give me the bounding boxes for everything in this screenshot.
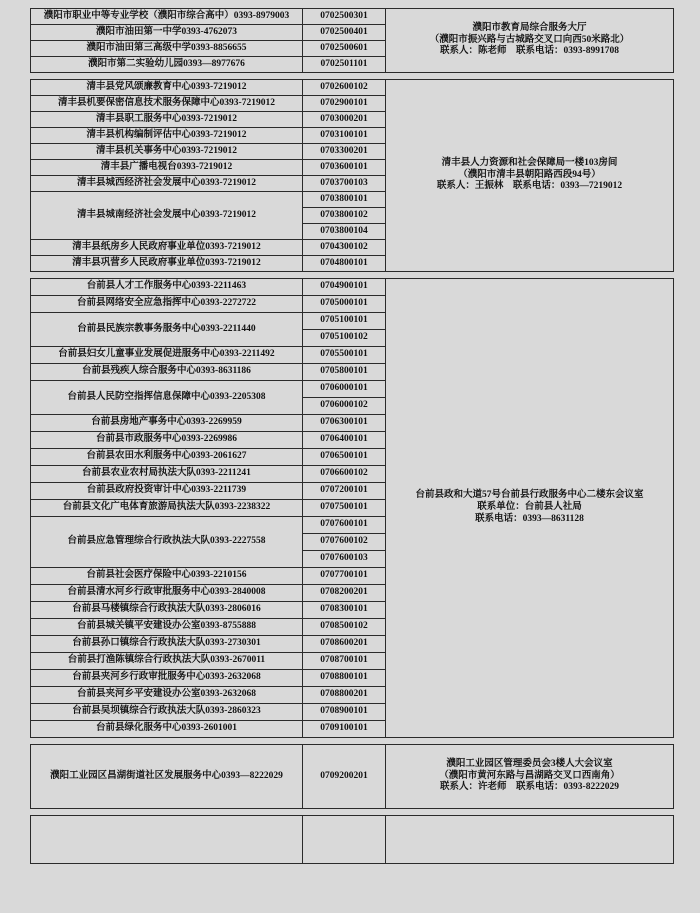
venue-group-table-4 — [30, 744, 674, 809]
org-code-cell: 0703300201 — [303, 144, 386, 160]
org-code-cell: 0709200201 — [303, 745, 386, 809]
org-code-cell: 0708500102 — [303, 619, 386, 636]
org-name-cell: 台前县市政服务中心0393-2269986 — [31, 432, 303, 449]
org-name-cell: 台前县房地产事务中心0393-2269959 — [31, 415, 303, 432]
org-code-cell: 0707500101 — [303, 500, 386, 517]
org-code-cell: 0708200201 — [303, 585, 386, 602]
service-location-line: 联系人：王振林 联系电话：0393—7219012 — [436, 181, 623, 192]
org-code-cell: 0704300102 — [303, 240, 386, 256]
org-code-cell: 0708900101 — [303, 704, 386, 721]
org-name-cell: 台前县人才工作服务中心0393-2211463 — [31, 279, 303, 296]
service-location-line: 联系单位：台前县人社局 — [477, 502, 582, 513]
org-name-cell: 清丰县党风颂廉教育中心0393-7219012 — [31, 80, 303, 96]
org-name-cell: 濮阳市油田第一中学0393-4762073 — [31, 25, 303, 41]
org-name-cell: 台前县民族宗教事务服务中心0393-2211440 — [31, 313, 303, 347]
org-name-cell: 台前县马楼镇综合行政执法大队0393-2806016 — [31, 602, 303, 619]
org-name-cell: 台前县孙口镇综合行政执法大队0393-2730301 — [31, 636, 303, 653]
org-name-cell: 台前县应急管理综合行政执法大队0393-2227558 — [31, 517, 303, 568]
org-name-cell: 濮阳市职业中等专业学校（濮阳市综合高中）0393-8979003 — [31, 9, 303, 25]
org-code-cell: 0705100102 — [303, 330, 386, 347]
org-name-cell: 清丰县城西经济社会发展中心0393-7219012 — [31, 176, 303, 192]
org-name-cell: 濮阳工业园区昌湖街道社区发展服务中心0393—8222029 — [31, 745, 303, 809]
org-code-cell: 0702501101 — [303, 57, 386, 73]
venue-group-table-1 — [30, 8, 674, 73]
org-name-cell: 清丰县城南经济社会发展中心0393-7219012 — [31, 192, 303, 240]
org-code-cell: 0702600102 — [303, 80, 386, 96]
org-code-cell: 0705000101 — [303, 296, 386, 313]
org-code-cell: 0706300101 — [303, 415, 386, 432]
org-name-cell: 台前县城关镇平安建设办公室0393-8755888 — [31, 619, 303, 636]
org-code-cell: 0702500401 — [303, 25, 386, 41]
org-code-cell: 0707600102 — [303, 534, 386, 551]
org-code-cell: 0703800102 — [303, 208, 386, 224]
org-code-cell: 0709100101 — [303, 721, 386, 738]
org-code-cell: 0708300101 — [303, 602, 386, 619]
service-location-line: （濮阳市振兴路与古城路交叉口向西50米路北） — [429, 34, 630, 45]
org-code-cell: 0702500301 — [303, 9, 386, 25]
org-code-cell: 0706000101 — [303, 381, 386, 398]
org-code-cell: 0703600101 — [303, 160, 386, 176]
service-location-line: 联系电话：0393—8631128 — [475, 513, 584, 524]
org-code-cell: 0706500101 — [303, 449, 386, 466]
service-location-line: 联系人：许老师 联系电话：0393-8222029 — [440, 782, 619, 793]
org-code-cell: 0705800101 — [303, 364, 386, 381]
service-location-cell — [386, 9, 674, 73]
org-name-cell: 清丰县机要保密信息技术服务保障中心0393-7219012 — [31, 96, 303, 112]
service-location-line: 濮阳市教育局综合服务大厅 — [472, 22, 587, 33]
org-name-cell: 台前县农田水利服务中心0393-2061627 — [31, 449, 303, 466]
org-name-cell: 台前县文化广电体育旅游局执法大队0393-2238322 — [31, 500, 303, 517]
org-code-cell: 0704900101 — [303, 279, 386, 296]
venue-group-table-2 — [30, 79, 674, 272]
org-name-cell: 清丰县机关事务中心0393-7219012 — [31, 144, 303, 160]
org-code-cell: 0705100101 — [303, 313, 386, 330]
org-code-cell: 0708800101 — [303, 670, 386, 687]
org-code-cell: 0702900101 — [303, 96, 386, 112]
org-name-cell: 濮阳市油田第三高级中学0393-8856655 — [31, 41, 303, 57]
org-name-cell: 清丰县广播电视台0393-7219012 — [31, 160, 303, 176]
service-location-line: 清丰县人力资源和社会保障局一楼103房间 — [441, 157, 618, 168]
empty-trailer-table — [30, 815, 674, 864]
org-name-cell: 清丰县纸房乡人民政府事业单位0393-7219012 — [31, 240, 303, 256]
org-code-cell: 0703800101 — [303, 192, 386, 208]
org-name-cell: 台前县妇女儿童事业发展促进服务中心0393-2211492 — [31, 347, 303, 364]
org-code-cell: 0704800101 — [303, 256, 386, 272]
org-name-cell: 台前县农业农村局执法大队0393-2211241 — [31, 466, 303, 483]
org-code-cell: 0707200101 — [303, 483, 386, 500]
org-code-cell: 0705500101 — [303, 347, 386, 364]
org-code-cell: 0707700101 — [303, 568, 386, 585]
org-code-cell: 0706600102 — [303, 466, 386, 483]
org-name-cell: 台前县残疾人综合服务中心0393-8631186 — [31, 364, 303, 381]
org-name-cell: 清丰县巩营乡人民政府事业单位0393-7219012 — [31, 256, 303, 272]
org-name-cell: 台前县政府投资审计中心0393-2211739 — [31, 483, 303, 500]
table-row — [31, 80, 674, 96]
table-row — [31, 279, 674, 296]
org-name-cell: 台前县打渔陈镇综合行政执法大队0393-2670011 — [31, 653, 303, 670]
empty-cell — [31, 816, 303, 864]
org-name-cell: 台前县网络安全应急指挥中心0393-2272722 — [31, 296, 303, 313]
org-name-cell: 台前县吴坝镇综合行政执法大队0393-2860323 — [31, 704, 303, 721]
venue-group-table-3 — [30, 278, 674, 738]
service-location-line: 濮阳工业园区管理委员会3楼人大会议室 — [446, 758, 613, 769]
org-name-cell: 清丰县职工服务中心0393-7219012 — [31, 112, 303, 128]
table-row — [31, 816, 674, 864]
empty-cell — [303, 816, 386, 864]
service-location-line: （濮阳市清丰县朝阳路西段94号） — [458, 169, 601, 180]
org-code-cell: 0703100101 — [303, 128, 386, 144]
org-code-cell: 0706000102 — [303, 398, 386, 415]
table-row — [31, 9, 674, 25]
org-code-cell: 0708800201 — [303, 687, 386, 704]
service-location-line: （濮阳市黄河东路与昌湖路交叉口西南角） — [439, 770, 620, 781]
service-location-cell — [386, 279, 674, 738]
org-code-cell: 0702500601 — [303, 41, 386, 57]
org-name-cell: 台前县人民防空指挥信息保障中心0393-2205308 — [31, 381, 303, 415]
org-name-cell: 台前县夹河乡行政审批服务中心0393-2632068 — [31, 670, 303, 687]
org-code-cell: 0703800104 — [303, 224, 386, 240]
service-location-line: 台前县政和大道57号台前县行政服务中心二楼东会议室 — [415, 490, 644, 501]
org-name-cell: 清丰县机构编制评估中心0393-7219012 — [31, 128, 303, 144]
org-name-cell: 濮阳市第二实验幼儿园0393—8977676 — [31, 57, 303, 73]
document-sheet — [30, 8, 673, 870]
org-code-cell: 0708600201 — [303, 636, 386, 653]
org-code-cell: 0706400101 — [303, 432, 386, 449]
table-row — [31, 745, 674, 809]
org-name-cell: 台前县清水河乡行政审批服务中心0393-2840008 — [31, 585, 303, 602]
org-code-cell: 0703000201 — [303, 112, 386, 128]
org-name-cell: 台前县社会医疗保险中心0393-2210156 — [31, 568, 303, 585]
org-code-cell: 0703700103 — [303, 176, 386, 192]
empty-cell — [386, 816, 674, 864]
org-code-cell: 0708700101 — [303, 653, 386, 670]
org-code-cell: 0707600103 — [303, 551, 386, 568]
service-location-cell — [386, 80, 674, 272]
service-location-line: 联系人：陈老师 联系电话：0393-8991708 — [440, 46, 619, 57]
org-name-cell: 台前县绿化服务中心0393-2601001 — [31, 721, 303, 738]
org-code-cell: 0707600101 — [303, 517, 386, 534]
org-name-cell: 台前县夹河乡平安建设办公室0393-2632068 — [31, 687, 303, 704]
service-location-cell — [386, 745, 674, 809]
